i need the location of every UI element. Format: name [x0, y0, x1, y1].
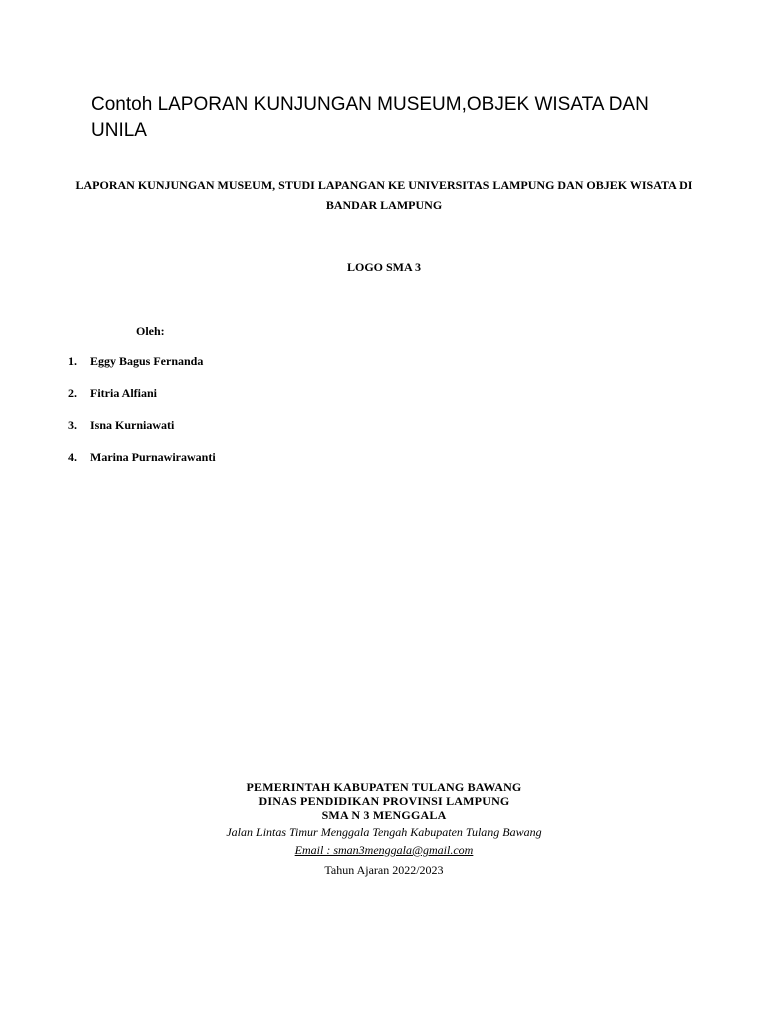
logo-placeholder: LOGO SMA 3	[346, 260, 421, 274]
title-prefix: Contoh	[91, 94, 153, 115]
footer-block	[134, 780, 634, 879]
author-name: Eggy Bagus Fernanda	[90, 354, 204, 368]
footer-academic-year: Tahun Ajaran 2022/2023	[324, 863, 444, 877]
footer-department: DINAS PENDIDIKAN PROVINSI LAMPUNG	[258, 794, 510, 808]
list-number: 4.	[68, 450, 77, 464]
list-number: 2.	[68, 386, 77, 400]
footer-school: SMA N 3 MENGGALA	[321, 808, 447, 822]
list-number: 3.	[68, 418, 77, 432]
title-main: LAPORAN KUNJUNGAN MUSEUM,OBJEK WISATA DAN UNILA	[91, 94, 649, 141]
author-name: Fitria Alfiani	[90, 386, 157, 400]
footer-address: Jalan Lintas Timur Menggala Tengah Kabupaten Tulang Bawang	[226, 825, 542, 839]
by-label: Oleh:	[136, 324, 165, 338]
footer-government: PEMERINTAH KABUPATEN TULANG BAWANG	[246, 780, 522, 794]
list-item	[68, 353, 216, 369]
list-item	[68, 449, 216, 465]
document-title	[91, 92, 691, 144]
report-heading: LAPORAN KUNJUNGAN MUSEUM, STUDI LAPANGAN KE UNIVERSITAS LAMPUNG DAN OBJEK WISATA DI BANDAR LAMPUNG	[75, 178, 693, 212]
list-item	[68, 417, 216, 433]
author-list	[68, 353, 216, 481]
author-name: Isna Kurniawati	[90, 418, 175, 432]
list-item	[68, 385, 216, 401]
author-name: Marina Purnawirawanti	[90, 450, 216, 464]
footer-email-link[interactable]: Email : sman3menggala@gmail.com	[294, 843, 474, 857]
list-number: 1.	[68, 354, 77, 368]
